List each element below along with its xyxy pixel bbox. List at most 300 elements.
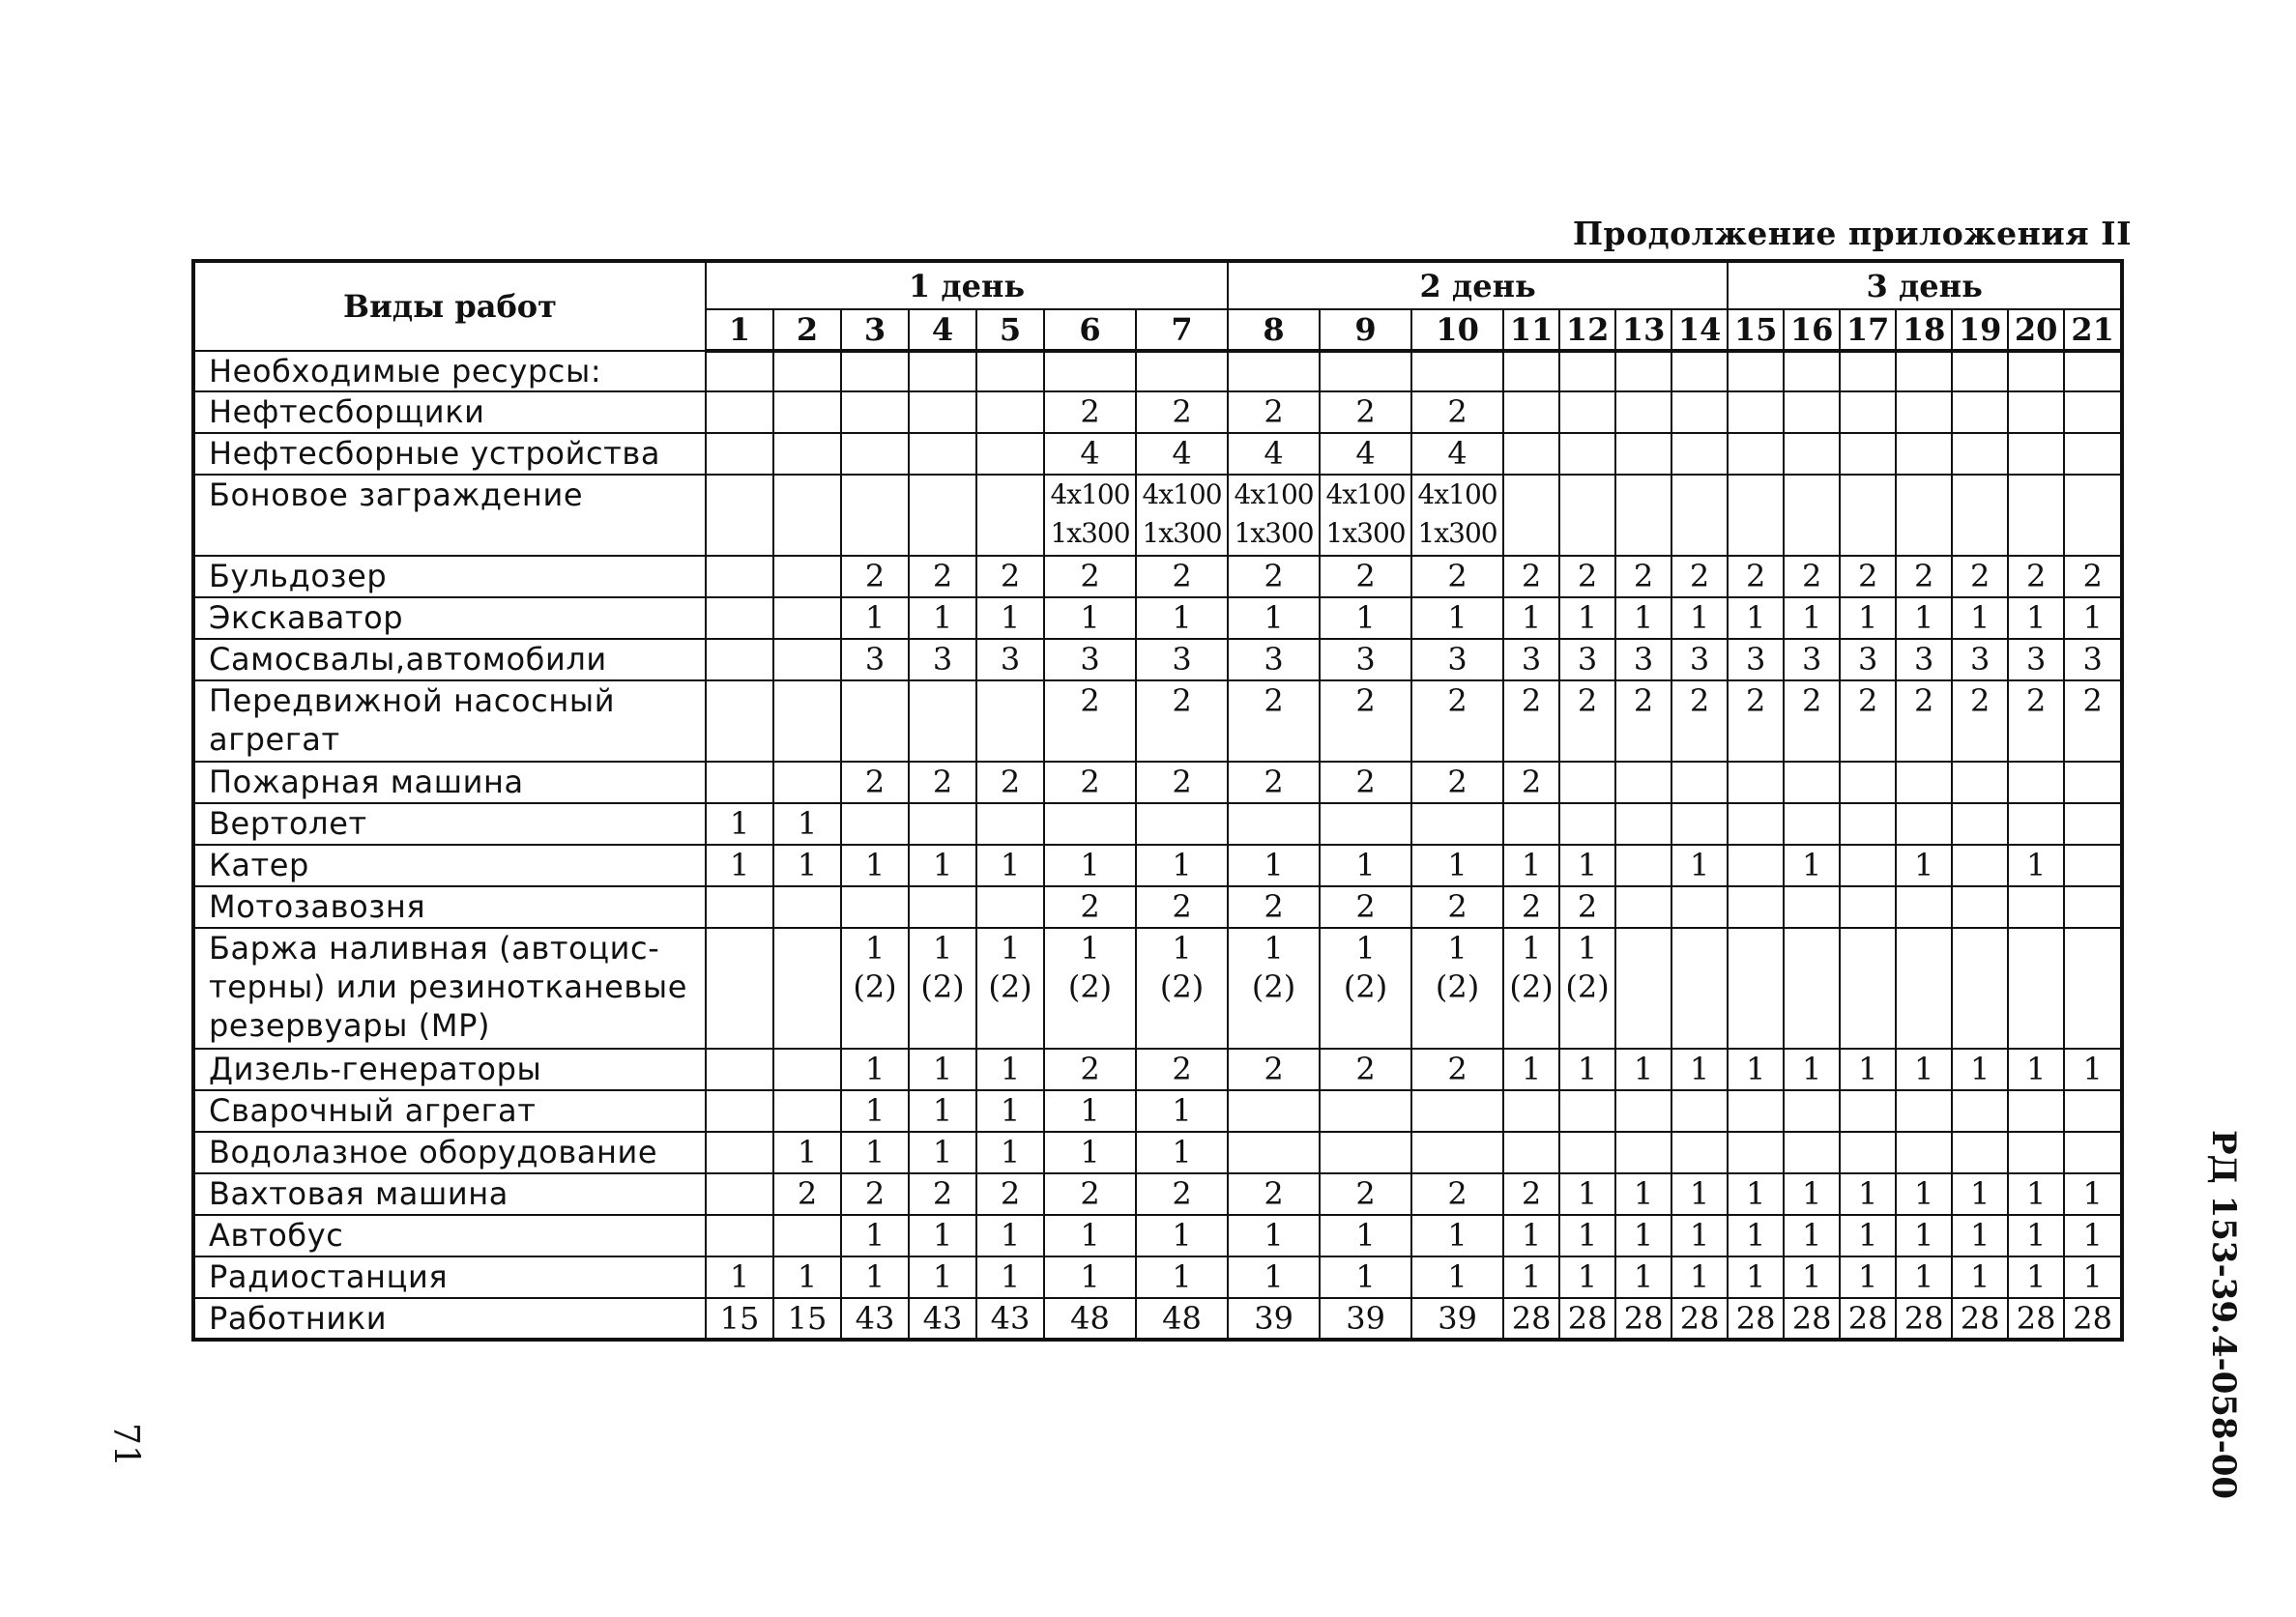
- table-cell: 28: [1503, 1298, 1559, 1340]
- table-cell: 4х100 1х300: [1320, 475, 1411, 556]
- table-cell: [976, 475, 1044, 556]
- row-label: Сварочный агрегат: [193, 1090, 706, 1132]
- table-cell: 3: [1411, 639, 1503, 680]
- table-cell: [706, 475, 773, 556]
- row-label: Нефтесборные устройства: [193, 433, 706, 475]
- row-label: Дизель-генераторы: [193, 1049, 706, 1090]
- table-cell: 2: [1136, 886, 1228, 928]
- table-cell: 2: [1136, 391, 1228, 433]
- table-cell: 2: [1411, 762, 1503, 803]
- table-cell: 1: [841, 1090, 909, 1132]
- table-cell: 1: [2064, 1049, 2122, 1090]
- table-cell: [1615, 391, 1671, 433]
- table-cell: [1136, 803, 1228, 845]
- table-row: [193, 803, 2122, 845]
- table-cell: 1: [1896, 1256, 1952, 1298]
- table-cell: [1840, 1090, 1896, 1132]
- table-cell: 1: [1952, 1173, 2008, 1215]
- table-cell: 2: [841, 762, 909, 803]
- table-cell: 1: [1896, 1049, 1952, 1090]
- table-cell: 2: [1952, 680, 2008, 762]
- table-cell: 2: [1044, 762, 1136, 803]
- table-cell: [1840, 886, 1896, 928]
- table-cell: [1671, 928, 1728, 1049]
- table-cell: 2: [1320, 1049, 1411, 1090]
- table-cell: 1: [1840, 1049, 1896, 1090]
- table-cell: [2064, 1090, 2122, 1132]
- table-cell: 2: [1784, 680, 1840, 762]
- table-cell: 2: [1671, 680, 1728, 762]
- table-cell: 2: [1728, 556, 1784, 597]
- table-cell: 1 (2): [1044, 928, 1136, 1049]
- table-cell: 2: [1671, 556, 1728, 597]
- table-cell: [1559, 762, 1615, 803]
- table-cell: 1: [1503, 597, 1559, 639]
- table-cell: [1615, 475, 1671, 556]
- table-cell: 2: [1952, 556, 2008, 597]
- table-row: [193, 886, 2122, 928]
- table-cell: [706, 928, 773, 1049]
- table-cell: 1: [1615, 1256, 1671, 1298]
- table-cell: 2: [1228, 680, 1320, 762]
- table-cell: 1: [976, 1090, 1044, 1132]
- table-cell: 1: [1840, 597, 1896, 639]
- continuation-caption: Продолжение приложения II: [1572, 215, 2132, 252]
- table-cell: [2064, 433, 2122, 475]
- table-cell: [706, 556, 773, 597]
- table-cell: 43: [976, 1298, 1044, 1340]
- row-label: Баржа наливная (автоцис-терны) или резинотканевые резервуары (МР): [193, 928, 706, 1049]
- table-cell: 4х100 1х300: [1044, 475, 1136, 556]
- table-cell: 2: [1320, 762, 1411, 803]
- table-cell: 3: [1044, 639, 1136, 680]
- table-cell: 3: [1728, 639, 1784, 680]
- table-cell: 2: [1320, 680, 1411, 762]
- table-cell: 2: [1320, 886, 1411, 928]
- table-cell: 4: [1320, 433, 1411, 475]
- table-cell: [909, 803, 976, 845]
- table-cell: 1: [1671, 597, 1728, 639]
- table-cell: [1728, 803, 1784, 845]
- table-cell: [706, 639, 773, 680]
- table-cell: [773, 597, 841, 639]
- table-cell: 2: [1840, 556, 1896, 597]
- table-cell: [2008, 351, 2064, 391]
- table-cell: [1728, 886, 1784, 928]
- table-cell: [1728, 391, 1784, 433]
- table-cell: 1 (2): [1228, 928, 1320, 1049]
- column-number-header: 18: [1896, 309, 1952, 351]
- table-cell: [909, 886, 976, 928]
- table-cell: [2008, 762, 2064, 803]
- column-number-header: 14: [1671, 309, 1728, 351]
- table-cell: 3: [1503, 639, 1559, 680]
- row-label: Мотозавозня: [193, 886, 706, 928]
- row-label: Нефтесборщики: [193, 391, 706, 433]
- table-cell: [1320, 351, 1411, 391]
- table-cell: 1: [2064, 1215, 2122, 1256]
- table-cell: [1671, 391, 1728, 433]
- table-cell: 4: [1136, 433, 1228, 475]
- table-cell: 28: [1784, 1298, 1840, 1340]
- table-cell: 2: [1559, 556, 1615, 597]
- table-cell: 43: [841, 1298, 909, 1340]
- table-cell: 2: [2064, 680, 2122, 762]
- table-cell: [841, 803, 909, 845]
- table-cell: 1: [1559, 1173, 1615, 1215]
- table-cell: [2064, 762, 2122, 803]
- table-cell: 1: [1784, 1049, 1840, 1090]
- table-cell: [1896, 475, 1952, 556]
- table-cell: [1952, 845, 2008, 886]
- table-cell: 1: [1952, 1049, 2008, 1090]
- table-cell: [1671, 351, 1728, 391]
- table-cell: 3: [1136, 639, 1228, 680]
- table-cell: [1559, 433, 1615, 475]
- table-cell: [909, 680, 976, 762]
- table-cell: 1: [1784, 1215, 1840, 1256]
- table-cell: [841, 886, 909, 928]
- table-cell: [1952, 928, 2008, 1049]
- table-cell: [706, 762, 773, 803]
- column-number-header: 10: [1411, 309, 1503, 351]
- table-cell: [2008, 928, 2064, 1049]
- row-label: Радиостанция: [193, 1256, 706, 1298]
- table-cell: [706, 1090, 773, 1132]
- table-cell: 1: [2008, 1049, 2064, 1090]
- table-cell: 1: [1671, 1215, 1728, 1256]
- table-cell: 2: [1228, 762, 1320, 803]
- table-cell: [1784, 886, 1840, 928]
- table-cell: 2: [1728, 680, 1784, 762]
- table-cell: [1615, 803, 1671, 845]
- column-number-header: 21: [2064, 309, 2122, 351]
- table-cell: 1: [1615, 1049, 1671, 1090]
- table-body: [193, 351, 2122, 1340]
- table-cell: [841, 433, 909, 475]
- table-cell: 1: [909, 597, 976, 639]
- row-label: Боновое заграждение: [193, 475, 706, 556]
- table-cell: [1411, 351, 1503, 391]
- row-label: Самосвалы,автомобили: [193, 639, 706, 680]
- table-cell: [1320, 1090, 1411, 1132]
- table-cell: 28: [1952, 1298, 2008, 1340]
- table-cell: [1728, 762, 1784, 803]
- table-cell: [1728, 1090, 1784, 1132]
- table-cell: 4: [1411, 433, 1503, 475]
- day-2-header: 2 день: [1228, 261, 1728, 309]
- table-cell: [1784, 351, 1840, 391]
- table-cell: 1: [1228, 597, 1320, 639]
- table-cell: 2: [1228, 1173, 1320, 1215]
- table-cell: 1 (2): [841, 928, 909, 1049]
- table-cell: 1: [1044, 845, 1136, 886]
- table-cell: [1840, 391, 1896, 433]
- document-code: [2204, 1129, 2243, 1500]
- column-number-header: 7: [1136, 309, 1228, 351]
- column-number-header: 15: [1728, 309, 1784, 351]
- table-cell: 43: [909, 1298, 976, 1340]
- table-cell: 48: [1136, 1298, 1228, 1340]
- table-cell: 2: [1044, 680, 1136, 762]
- table-cell: 4: [1044, 433, 1136, 475]
- resources-table: [191, 259, 2124, 1342]
- table-cell: 1: [1136, 1215, 1228, 1256]
- table-cell: [1952, 433, 2008, 475]
- table-cell: 1: [1784, 1256, 1840, 1298]
- table-cell: 4х100 1х300: [1228, 475, 1320, 556]
- table-cell: 1: [1840, 1173, 1896, 1215]
- table-cell: [1559, 475, 1615, 556]
- table-cell: 1: [1896, 1173, 1952, 1215]
- table-cell: 1: [1840, 1215, 1896, 1256]
- table-cell: 1: [1952, 1256, 2008, 1298]
- table-cell: [2064, 886, 2122, 928]
- table-cell: [976, 351, 1044, 391]
- table-cell: 1: [706, 1256, 773, 1298]
- table-cell: [706, 1215, 773, 1256]
- table-cell: [1784, 475, 1840, 556]
- table-cell: [1228, 803, 1320, 845]
- table-cell: 2: [1044, 1173, 1136, 1215]
- table-cell: 2: [1411, 556, 1503, 597]
- table-cell: 1: [1411, 597, 1503, 639]
- table-cell: 1: [841, 845, 909, 886]
- table-cell: 1: [2008, 845, 2064, 886]
- table-cell: [773, 351, 841, 391]
- table-cell: 1: [841, 597, 909, 639]
- table-row: [193, 1215, 2122, 1256]
- table-cell: 1: [1136, 845, 1228, 886]
- table-cell: 3: [1671, 639, 1728, 680]
- table-cell: 2: [909, 762, 976, 803]
- table-cell: [1411, 1090, 1503, 1132]
- table-cell: [976, 803, 1044, 845]
- table-cell: 2: [773, 1173, 841, 1215]
- table-cell: [1952, 1090, 2008, 1132]
- table-cell: 2: [1044, 1049, 1136, 1090]
- table-cell: 3: [1840, 639, 1896, 680]
- table-cell: 3: [841, 639, 909, 680]
- table-cell: 1 (2): [1411, 928, 1503, 1049]
- table-cell: 1: [1559, 1049, 1615, 1090]
- table-cell: [909, 475, 976, 556]
- table-cell: 2: [1503, 762, 1559, 803]
- column-number-header: 19: [1952, 309, 2008, 351]
- table-cell: [1896, 762, 1952, 803]
- table-cell: 48: [1044, 1298, 1136, 1340]
- table-cell: 2: [1320, 556, 1411, 597]
- table-cell: 2: [1840, 680, 1896, 762]
- table-cell: 1: [773, 803, 841, 845]
- table-row: [193, 639, 2122, 680]
- table-cell: [1952, 762, 2008, 803]
- row-label: Необходимые ресурсы:: [193, 351, 706, 391]
- table-cell: 1: [841, 1215, 909, 1256]
- table-cell: [841, 680, 909, 762]
- table-cell: 1: [841, 1049, 909, 1090]
- table-cell: 1: [1784, 845, 1840, 886]
- table-cell: [2064, 928, 2122, 1049]
- table-row: [193, 928, 2122, 1049]
- table-row: [193, 597, 2122, 639]
- table-cell: 2: [841, 1173, 909, 1215]
- table-cell: [706, 351, 773, 391]
- table-cell: 15: [773, 1298, 841, 1340]
- table-cell: 1: [909, 1049, 976, 1090]
- table-cell: 1: [1044, 597, 1136, 639]
- table-cell: 1: [909, 845, 976, 886]
- table-cell: 1: [1320, 845, 1411, 886]
- table-cell: 2: [1136, 762, 1228, 803]
- table-cell: 39: [1320, 1298, 1411, 1340]
- table-cell: 1 (2): [909, 928, 976, 1049]
- table-cell: [1044, 351, 1136, 391]
- table-cell: 1: [1615, 1173, 1671, 1215]
- table-cell: 2: [1411, 1049, 1503, 1090]
- table-cell: 2: [1136, 680, 1228, 762]
- table-cell: [1840, 803, 1896, 845]
- table-cell: 2: [1503, 680, 1559, 762]
- table-cell: [1503, 351, 1559, 391]
- table-cell: [1784, 928, 1840, 1049]
- row-label: Передвижной насосный агрегат: [193, 680, 706, 762]
- table-cell: [1728, 351, 1784, 391]
- table-cell: 1: [1228, 1215, 1320, 1256]
- column-number-header: 6: [1044, 309, 1136, 351]
- table-cell: 1: [2064, 597, 2122, 639]
- table-cell: 3: [976, 639, 1044, 680]
- table-cell: [706, 680, 773, 762]
- table-cell: [2064, 803, 2122, 845]
- table-cell: [773, 639, 841, 680]
- table-cell: 1: [1503, 1215, 1559, 1256]
- table-cell: [2064, 475, 2122, 556]
- column-number-header: 17: [1840, 309, 1896, 351]
- table-cell: [1952, 803, 2008, 845]
- table-cell: 1: [1411, 1256, 1503, 1298]
- day-3-header: 3 день: [1728, 261, 2122, 309]
- table-cell: [1728, 475, 1784, 556]
- table-cell: 1: [2064, 1256, 2122, 1298]
- table-cell: [1728, 1132, 1784, 1173]
- table-cell: 1: [841, 1256, 909, 1298]
- table-cell: [1671, 475, 1728, 556]
- column-number-header: 4: [909, 309, 976, 351]
- table-cell: [706, 886, 773, 928]
- table-cell: 1: [909, 1256, 976, 1298]
- table-cell: [1320, 803, 1411, 845]
- table-cell: 3: [1952, 639, 2008, 680]
- table-cell: [1503, 475, 1559, 556]
- column-number-header: 11: [1503, 309, 1559, 351]
- table-cell: [706, 1049, 773, 1090]
- table-cell: [1411, 803, 1503, 845]
- table-cell: 3: [1615, 639, 1671, 680]
- table-cell: 1: [2008, 1256, 2064, 1298]
- table-cell: 1: [1728, 1256, 1784, 1298]
- table-cell: 2: [1044, 886, 1136, 928]
- table-cell: [1896, 1132, 1952, 1173]
- table-cell: [1840, 433, 1896, 475]
- table-cell: 1: [773, 1256, 841, 1298]
- table-cell: 1: [1728, 1049, 1784, 1090]
- row-label: Вертолет: [193, 803, 706, 845]
- table-cell: [1503, 433, 1559, 475]
- row-label: Водолазное оборудование: [193, 1132, 706, 1173]
- table-cell: 2: [1615, 556, 1671, 597]
- column-number-header: 13: [1615, 309, 1671, 351]
- table-cell: 2: [1411, 886, 1503, 928]
- table-cell: 1: [2008, 1173, 2064, 1215]
- document-code-text: РД 153-39.4-058-00: [2204, 1129, 2243, 1500]
- table-cell: 2: [1559, 680, 1615, 762]
- table-cell: [976, 433, 1044, 475]
- column-number-header: 12: [1559, 309, 1615, 351]
- table-cell: 1: [976, 1256, 1044, 1298]
- column-number-header: 16: [1784, 309, 1840, 351]
- table-row: [193, 433, 2122, 475]
- table-cell: 3: [1228, 639, 1320, 680]
- table-cell: [841, 475, 909, 556]
- table-row: [193, 1049, 2122, 1090]
- table-cell: 1 (2): [1136, 928, 1228, 1049]
- table-cell: 2: [909, 1173, 976, 1215]
- table-cell: [1615, 886, 1671, 928]
- table-cell: 2: [1896, 556, 1952, 597]
- table-cell: 1: [1728, 597, 1784, 639]
- table-cell: 1: [1044, 1090, 1136, 1132]
- table-cell: [706, 597, 773, 639]
- table-cell: [976, 391, 1044, 433]
- table-cell: 2: [1615, 680, 1671, 762]
- table-cell: [1503, 1132, 1559, 1173]
- table-cell: 1 (2): [1503, 928, 1559, 1049]
- table-cell: 1: [773, 1132, 841, 1173]
- table-cell: [1896, 433, 1952, 475]
- table-cell: [976, 680, 1044, 762]
- table-cell: [706, 1132, 773, 1173]
- table-cell: [1503, 391, 1559, 433]
- table-cell: [1228, 351, 1320, 391]
- table-cell: 2: [1044, 556, 1136, 597]
- table-cell: 1: [1896, 845, 1952, 886]
- table-cell: [1615, 1090, 1671, 1132]
- table-cell: [1896, 803, 1952, 845]
- table-cell: 2: [1228, 556, 1320, 597]
- table-cell: 2: [1136, 1049, 1228, 1090]
- table-row: [193, 475, 2122, 556]
- table-cell: 15: [706, 1298, 773, 1340]
- table-cell: [706, 391, 773, 433]
- table-cell: 2: [1320, 391, 1411, 433]
- table-cell: [1503, 1090, 1559, 1132]
- column-number-header: 2: [773, 309, 841, 351]
- page-number: [97, 1411, 155, 1479]
- table-cell: [1896, 928, 1952, 1049]
- table-cell: 1: [2008, 1215, 2064, 1256]
- table-cell: [2008, 1132, 2064, 1173]
- table-cell: 3: [1320, 639, 1411, 680]
- table-cell: [1840, 845, 1896, 886]
- row-label: Пожарная машина: [193, 762, 706, 803]
- table-cell: [2008, 475, 2064, 556]
- table-cell: 2: [1784, 556, 1840, 597]
- table-cell: 1: [1044, 1215, 1136, 1256]
- table-cell: [1559, 391, 1615, 433]
- table-cell: 1: [1896, 597, 1952, 639]
- table-cell: 1: [1044, 1132, 1136, 1173]
